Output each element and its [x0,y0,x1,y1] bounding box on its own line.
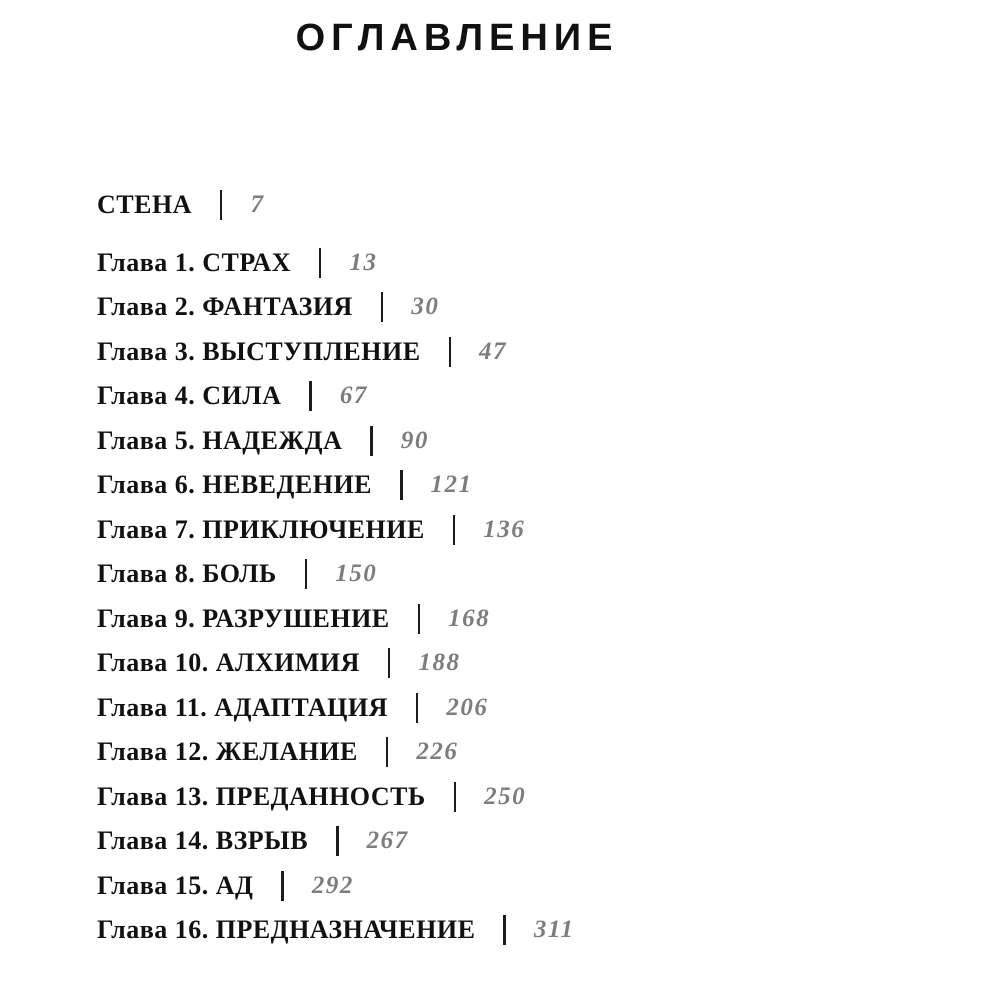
separator-bar [370,426,373,456]
toc-entry-label: Глава 3. ВЫСТУПЛЕНИЕ [97,336,421,366]
toc-entry-page-number: 121 [430,471,473,499]
toc-entry-page-number: 7 [250,191,265,219]
separator-bar [503,915,506,945]
toc-entry-page-number: 150 [335,560,378,588]
separator-bar [418,604,421,634]
toc-entry-label: Глава 13. ПРЕДАННОСТЬ [97,781,426,811]
toc-list [0,183,1000,953]
separator-bar [449,337,452,367]
toc-entry [97,686,1000,731]
toc-entry-page-number: 226 [416,738,459,766]
separator-bar [381,292,384,322]
separator-bar [388,648,391,678]
separator-bar [336,826,339,856]
toc-entry-page-number: 30 [411,293,440,321]
toc-entry-page-number: 168 [448,604,491,632]
separator-bar [281,871,284,901]
toc-entry [97,641,1000,686]
separator-bar [309,381,312,411]
toc-entry-page-number: 136 [483,515,526,543]
toc-entry-label: Глава 7. ПРИКЛЮЧЕНИЕ [97,514,425,544]
toc-entry-page-number: 67 [339,382,368,410]
toc-entry-label: Глава 5. НАДЕЖДА [97,425,343,455]
toc-entry [97,775,1000,820]
toc-entry [97,374,1000,419]
toc-entry-page-number: 206 [446,693,489,721]
toc-entry [97,241,1000,286]
separator-bar [453,515,456,545]
toc-entry-label: Глава 8. БОЛЬ [97,559,277,589]
toc-entry [97,330,1000,375]
toc-entry-label: Глава 12. ЖЕЛАНИЕ [97,737,358,767]
separator-bar [400,470,403,500]
toc-entry-label: Глава 14. ВЗРЫВ [97,826,309,856]
separator-bar [305,559,308,589]
toc-entry-label: Глава 4. СИЛА [97,381,282,411]
toc-entry-label: СТЕНА [97,190,192,220]
separator-bar [416,693,419,723]
separator-bar [220,190,223,220]
toc-entry [97,819,1000,864]
toc-entry-page-number: 250 [484,782,527,810]
page-title: ОГЛАВЛЕНИЕ [295,17,619,59]
toc-entry [97,285,1000,330]
toc-entry [97,908,1000,953]
toc-entry-label: Глава 11. АДАПТАЦИЯ [97,692,388,722]
toc-entry [97,463,1000,508]
separator-bar [454,782,457,812]
toc-entry-page-number: 90 [400,426,429,454]
toc-entry-label: Глава 15. АД [97,870,254,900]
toc-entry-label: Глава 9. РАЗРУШЕНИЕ [97,603,390,633]
toc-entry-page-number: 188 [418,649,461,677]
toc-entry-page-number: 311 [533,916,575,944]
toc-entry-label: Глава 10. АЛХИМИЯ [97,648,360,678]
toc-entry [97,730,1000,775]
toc-entry [97,183,1000,228]
toc-entry [97,508,1000,553]
toc-entry [97,552,1000,597]
toc-entry-page-number: 13 [349,248,378,276]
toc-entry [97,419,1000,464]
toc-entry-page-number: 267 [366,827,409,855]
toc-entry-label: Глава 1. СТРАХ [97,247,291,277]
separator-bar [319,248,322,278]
separator-bar [386,737,389,767]
toc-entry-page-number: 47 [479,337,508,365]
toc-entry-page-number: 292 [311,871,354,899]
toc-entry-label: Глава 16. ПРЕДНАЗНАЧЕНИЕ [97,915,476,945]
toc-entry [97,597,1000,642]
toc-entry-label: Глава 2. ФАНТАЗИЯ [97,292,353,322]
toc-entry [97,864,1000,909]
toc-entry-label: Глава 6. НЕВЕДЕНИЕ [97,470,373,500]
